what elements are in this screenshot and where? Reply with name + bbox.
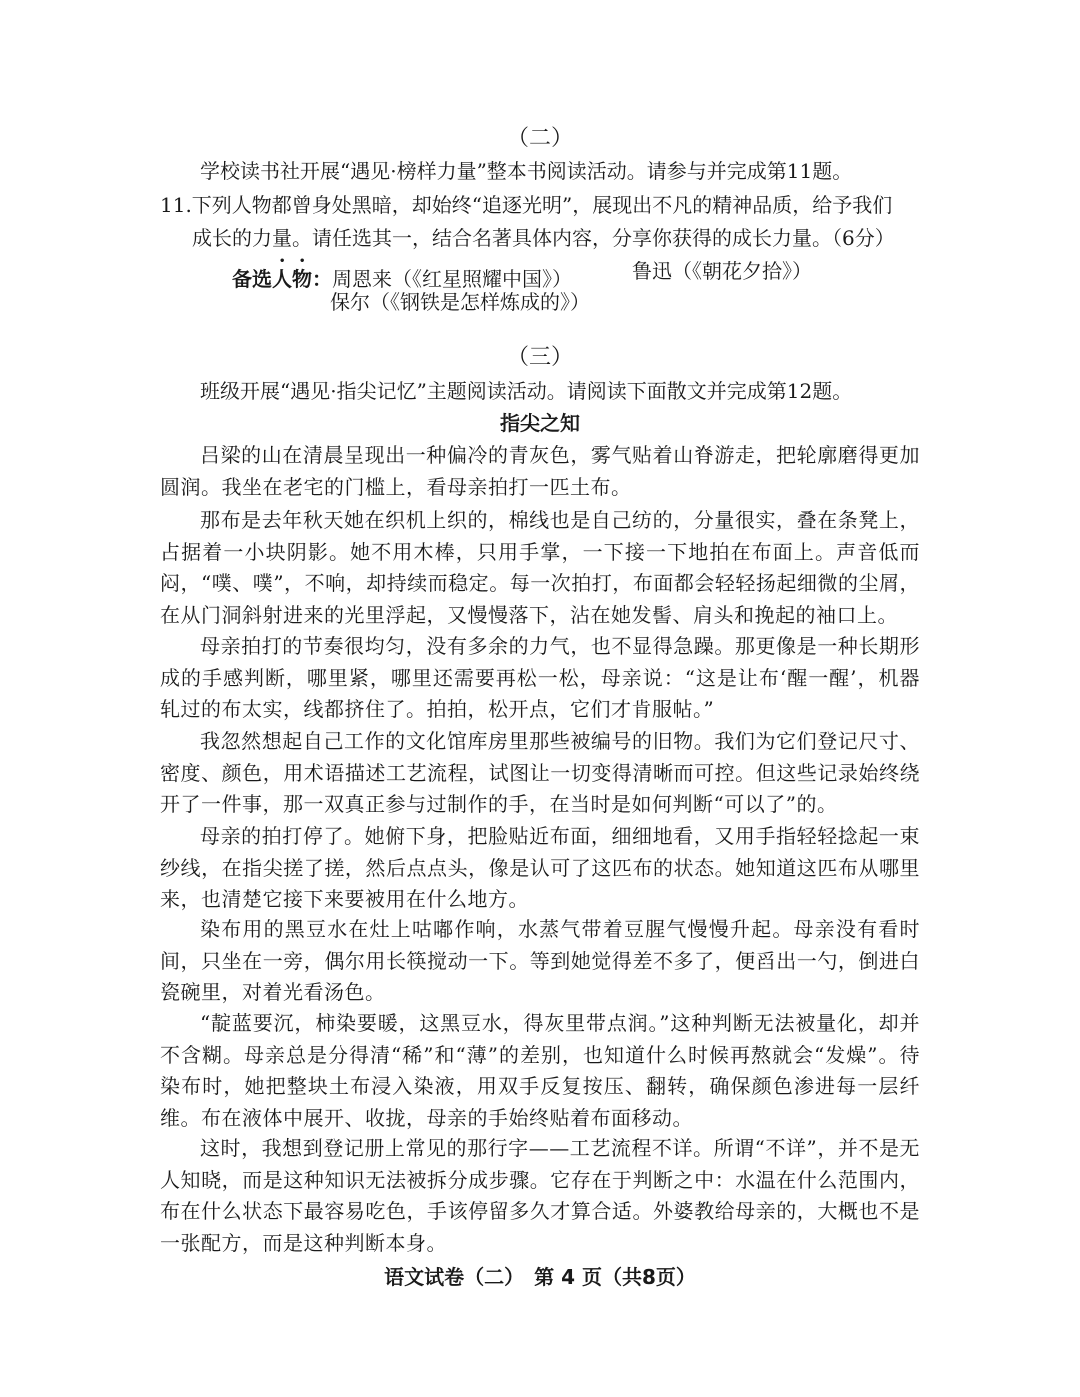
candidate-lu-xun: 鲁迅（《朝花夕拾》）	[632, 259, 812, 283]
candidates-label-colon: ：	[312, 267, 332, 291]
section-3-heading: （三）	[506, 345, 573, 370]
question-11-line-2: 成长的力量。请任选其一，结合名著具体内容，分享你获得的成长力量。（6分）	[192, 226, 895, 250]
essay-title: 指尖之知	[500, 411, 580, 435]
essay-paragraph-8: 这时，我想到登记册上常见的那行字——工艺流程不详。所谓“不详”，并不是无人知晓，而是这种知识无法被拆分成步骤。它存在于判断之中：水温在什么范围内，布在什么状态下最容易吃色，手该停留多久才算合适。外婆教给母亲的，大概也不是一张配方，而是这种判断本身。	[160, 1136, 920, 1255]
essay-paragraph-7: “靛蓝要沉，柿染要暖，这黑豆水，得灰里带点润。”这种判断无法被量化，却并不含糊。母亲总是分得清“稀”和“薄”的差别，也知道什么时候再熬就会“发燥”。待染布时，她把整块土布浸入染液，用双手反复按压、翻转，确保颜色渗进每一层纤维。布在液体中展开、收拢，母亲的手始终贴着布面移动。	[160, 1011, 920, 1130]
essay-paragraph-6: 染布用的黑豆水在灶上咕嘟作响，水蒸气带着豆腥气慢慢升起。母亲没有看时间，只坐在一旁，偶尔用长筷搅动一下。等到她觉得差不多了，便舀出一勺，倒进白瓷碗里，对着光看汤色。	[160, 917, 920, 1004]
section-2-heading: （二）	[506, 126, 573, 151]
candidate-zhou-enlai: 周恩来（《红星照耀中国》）	[332, 267, 572, 291]
essay-paragraph-3: 母亲拍打的节奏很均匀，没有多余的力气，也不显得急躁。那更像是一种长期形成的手感判断，哪里紧，哪里还需要再松一松，母亲说：“这是让布‘醒一醒’，机器轧过的布太实，线都挤住了。拍拍，松开点，它们才肯服帖。”	[160, 634, 920, 721]
page-footer: 语文试卷（二） 第 4 页（共8页）	[384, 1265, 696, 1289]
essay-paragraph-1: 吕梁的山在清晨呈现出一种偏冷的青灰色，雾气贴着山脊游走，把轮廓磨得更加圆润。我坐在老宅的门槛上，看母亲拍打一匹土布。	[160, 443, 920, 499]
section-3-intro: 班级开展“遇见·指尖记忆”主题阅读活动。请阅读下面散文并完成第12题。	[200, 379, 853, 403]
candidates-label-prefix: 备选	[232, 267, 272, 291]
essay-paragraph-4: 我忽然想起自己工作的文化馆库房里那些被编号的旧物。我们为它们登记尺寸、密度、颜色，用术语描述工艺流程，试图让一切变得清晰而可控。但这些记录始终绕开了一件事，那一双真正参与过制作的手，在当时是如何判断“可以了”的。	[160, 729, 920, 816]
candidates-label-emphasis: 人物	[272, 267, 312, 291]
question-11-line-1: 11.下列人物都曾身处黑暗，却始终“追逐光明”，展现出不凡的精神品质，给予我们	[160, 193, 893, 217]
essay-paragraph-2: 那布是去年秋天她在织机上织的，棉线也是自己纺的，分量很实，叠在条凳上，占据着一小块阴影。她不用木棒，只用手掌，一下接一下地拍在布面上。声音低而闷，“噗、噗”，不响，却持续而稳定。每一次拍打，布面都会轻轻扬起细微的尘屑，在从门洞斜射进来的光里浮起，又慢慢落下，沾在她发髻、肩头和挽起的袖口上。	[160, 508, 920, 627]
section-2-intro: 学校读书社开展“遇见·榜样力量”整本书阅读活动。请参与并完成第11题。	[200, 159, 853, 183]
candidate-paul: 保尔（《钢铁是怎样炼成的》）	[330, 290, 590, 314]
essay-paragraph-5: 母亲的拍打停了。她俯下身，把脸贴近布面，细细地看，又用手指轻轻捻起一束纱线，在指尖搓了搓，然后点点头，像是认可了这匹布的状态。她知道这匹布从哪里来，也清楚它接下来要被用在什么地方。	[160, 824, 920, 911]
